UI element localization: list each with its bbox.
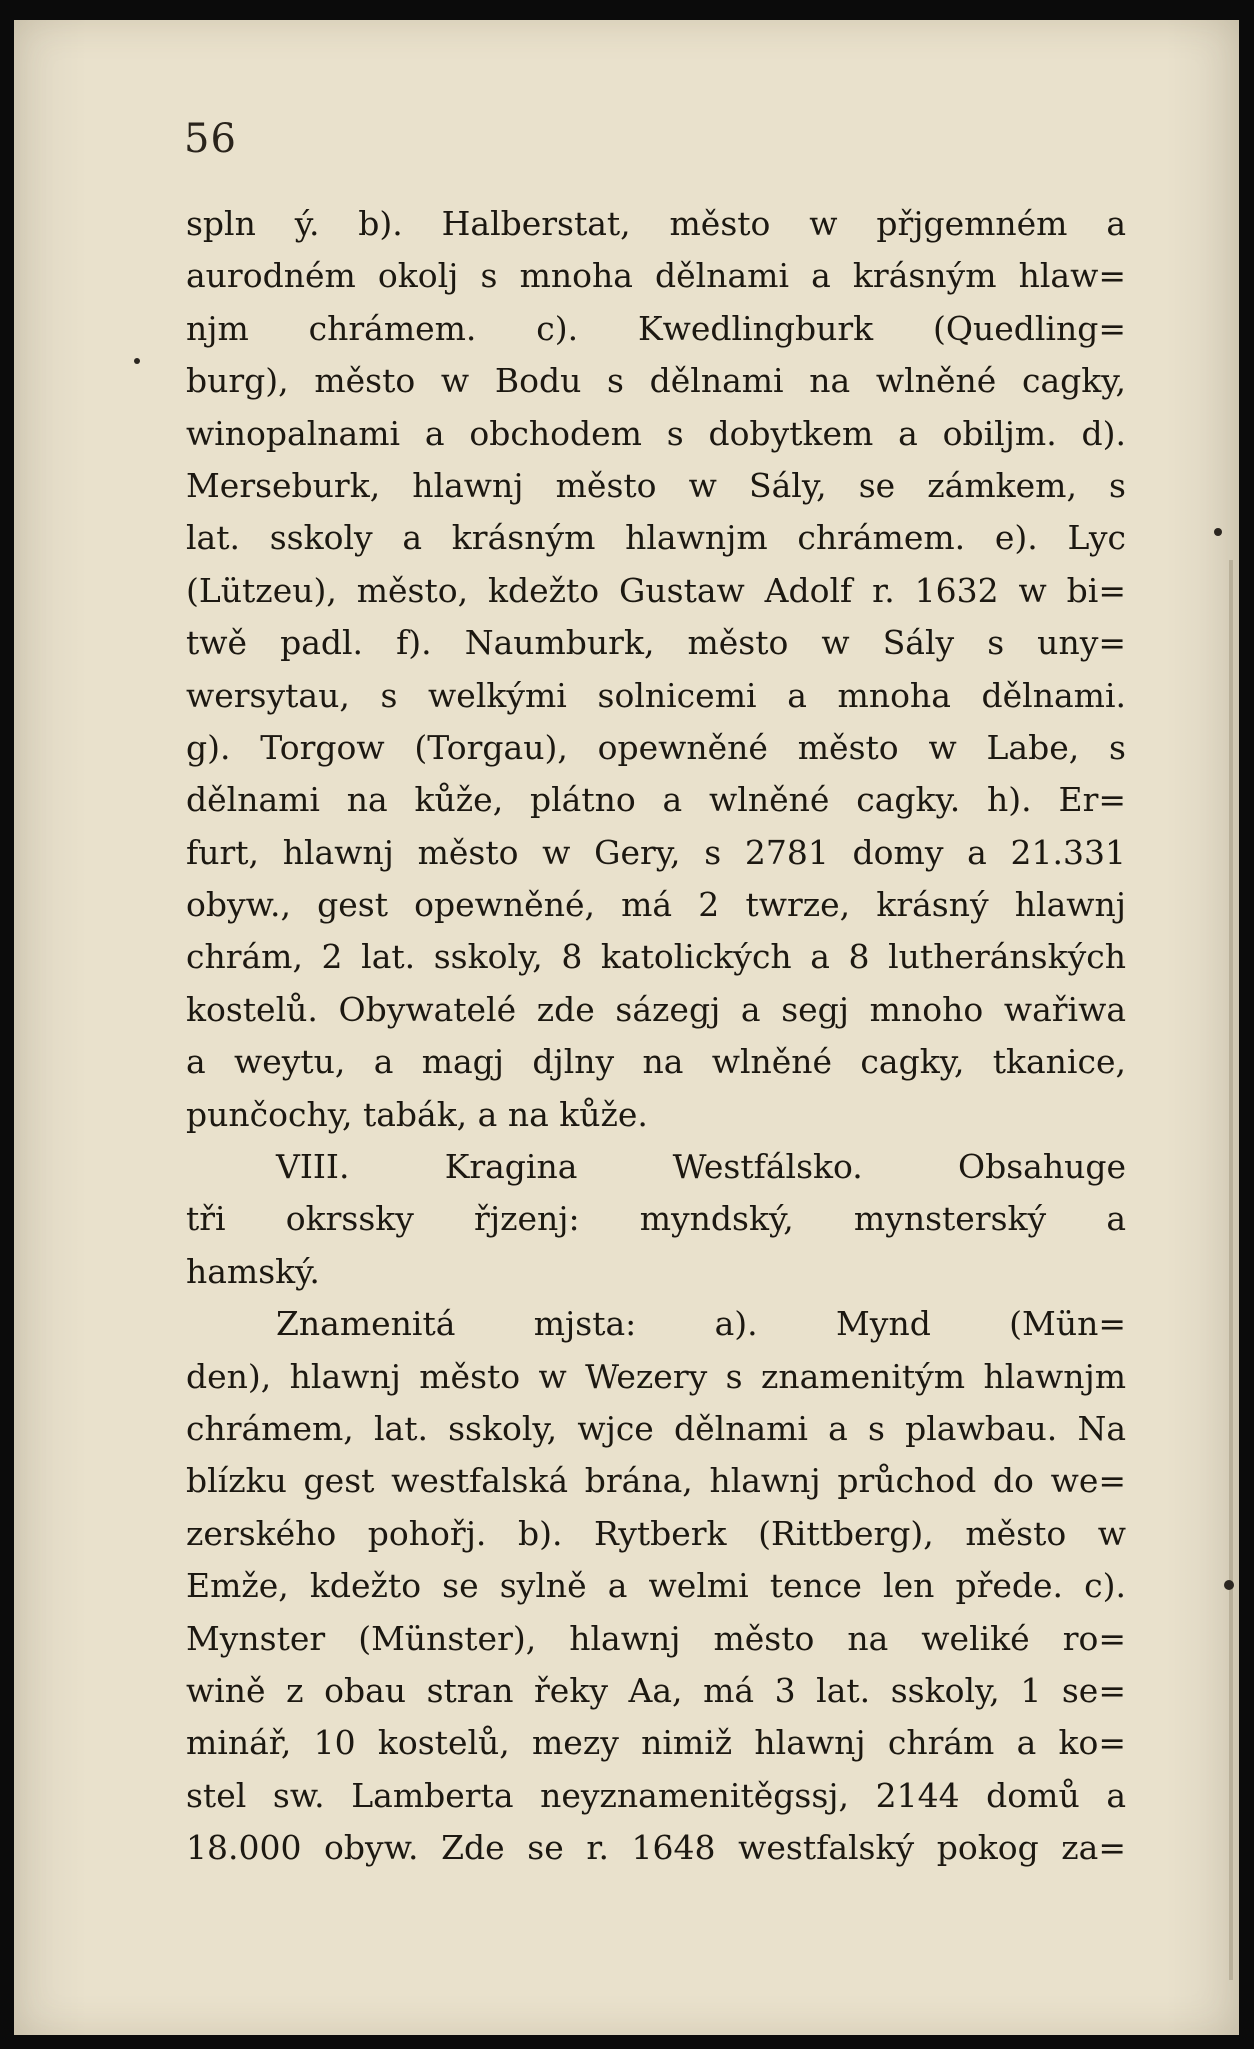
book-page: [14, 20, 1239, 2035]
text-line: Mynster (Münster), hlawnj město na weliké ro=: [186, 1618, 1126, 1658]
text-line: tři okrssky řjzenj: myndský, mynsterský a: [186, 1199, 1126, 1239]
ink-speck: [1224, 1580, 1234, 1590]
text-line: wině z obau stran řeky Aa, má 3 lat. sskoly, 1 se=: [186, 1670, 1126, 1710]
text-line: hamský.: [186, 1251, 320, 1291]
text-line: 18.000 obyw. Zde se r. 1648 westfalský pokog za=: [186, 1828, 1126, 1868]
text-line: winopalnami a obchodem s dobytkem a obiljm. d).: [186, 413, 1126, 453]
ink-speck: [134, 358, 140, 364]
text-line: twě padl. f). Naumburk, město w Sály s uny=: [186, 623, 1126, 663]
text-line: Emže, kdežto se sylně a welmi tence len přede. c).: [186, 1566, 1126, 1606]
text-line: lat. sskoly a krásným hlawnjm chrámem. e). Lyc: [186, 518, 1126, 558]
text-line: punčochy, tabák, a na kůže.: [186, 1094, 648, 1134]
text-line: spln ý. b). Halberstat, město w přjgemném a: [186, 204, 1126, 243]
text-line: Merseburk, hlawnj město w Sály, se zámkem, s: [186, 465, 1126, 505]
text-line: kostelů. Obywatelé zde sázegj a segj mnoho wařiwa: [186, 989, 1126, 1029]
text-line: zerského pohořj. b). Rytberk (Rittberg), město w: [186, 1513, 1126, 1553]
text-line: den), hlawnj město w Wezery s znamenitým hlawnjm: [186, 1356, 1126, 1396]
text-line: blízku gest westfalská brána, hlawnj průchod do we=: [186, 1461, 1126, 1501]
text-line: dělnami na kůže, plátno a wlněné cagky. h). Er=: [186, 780, 1126, 820]
text-line: Znamenitá mjsta: a). Mynd (Mün=: [276, 1304, 1126, 1344]
text-line: (Lützeu), město, kdežto Gustaw Adolf r. 1632 w bi=: [186, 570, 1126, 610]
text-line: aurodném okolj s mnoha dělnami a krásným hlaw=: [186, 256, 1126, 296]
section-heading-line: VIII. Kragina Westfálsko. Obsahuge: [276, 1147, 1126, 1187]
text-line: furt, hlawnj město w Gery, s 2781 domy a 21.331: [186, 832, 1126, 872]
text-line: chrámem, lat. sskoly, wjce dělnami a s plawbau. Na: [186, 1408, 1126, 1448]
text-line: stel sw. Lamberta neyznamenitěgssj, 2144 domů a: [186, 1775, 1126, 1815]
text-line: burg), město w Bodu s dělnami na wlněné cagky,: [186, 361, 1126, 401]
text-line: wersytau, s welkými solnicemi a mnoha dělnami.: [186, 675, 1126, 715]
text-line: obyw., gest opewněné, má 2 twrze, krásný hlawnj: [186, 885, 1126, 925]
page-edge-rule: [1229, 560, 1233, 1980]
text-line: minář, 10 kostelů, mezy nimiž hlawnj chrám a ko=: [186, 1723, 1126, 1763]
text-line: chrám, 2 lat. sskoly, 8 katolických a 8 lutheránských: [186, 937, 1126, 977]
text-line: g). Torgow (Torgau), opewněné město w Labe, s: [186, 727, 1126, 767]
text-line: njm chrámem. c). Kwedlingburk (Quedling=: [186, 308, 1126, 348]
page-number: 56: [184, 116, 237, 162]
ink-speck: [1214, 528, 1222, 536]
text-line: a weytu, a magj djlny na wlněné cagky, tkanice,: [186, 1042, 1126, 1082]
body-text: [186, 198, 1126, 1875]
